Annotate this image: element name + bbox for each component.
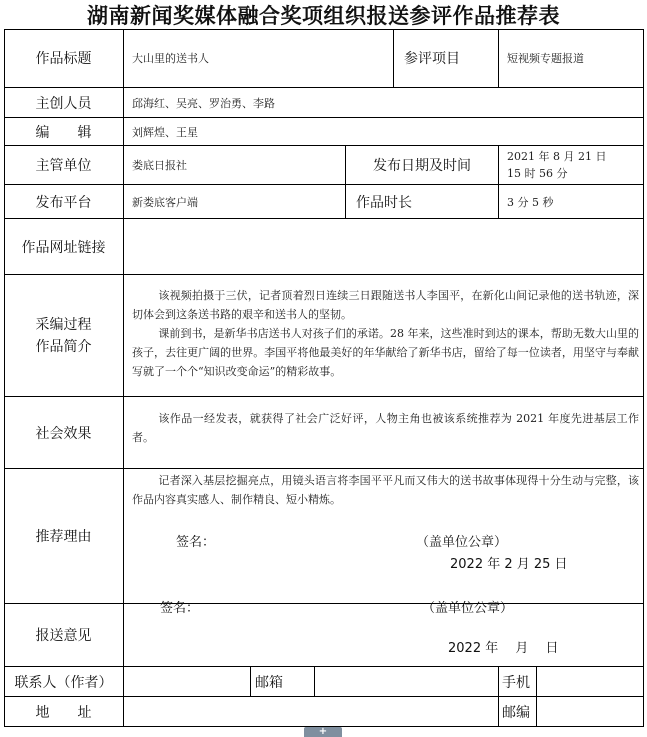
effect-paragraph: 该作品一经发表，就获得了社会广泛好评，人物主角也被该系统推荐为 2021 年度先进基层工作者。 xyxy=(132,412,639,444)
url-label: 作品网址链接 xyxy=(21,239,106,256)
phone-label: 手机 xyxy=(502,674,530,691)
category-label: 参评项目 xyxy=(404,51,460,67)
contact-value[interactable] xyxy=(124,667,250,696)
address-label: 地 址 xyxy=(35,704,92,721)
editors-label: 编 辑 xyxy=(35,124,92,141)
process-label-line-1: 采编过程 xyxy=(35,316,92,333)
editors-value[interactable]: 刘辉煌、王星 xyxy=(132,125,198,139)
process-paragraph-2: 课前到书，是新华书店送书人对孩子们的承诺。28 年来，这些准时到达的课本，帮助无数大山里的孩子，去往更广阔的世界。李国平将他最美好的年华献给了新华书店，留给了每一位读者，用坚守与奉献写就了一个个“知识改变命运”的精彩故事。 xyxy=(132,327,639,378)
process-label xyxy=(4,275,123,396)
date-value[interactable] xyxy=(499,146,643,184)
page-title: 湖南新闻奖媒体融合奖项组织报送参评作品推荐表 xyxy=(87,3,560,28)
reason-label: 推荐理由 xyxy=(35,529,92,545)
opinion-date: 2022 年 月 日 xyxy=(448,641,559,656)
add-sheet-button[interactable]: + xyxy=(304,727,342,737)
effect-label: 社会效果 xyxy=(35,425,92,442)
process-label-line-2: 作品简介 xyxy=(35,338,92,355)
unit-label: 主管单位 xyxy=(35,158,92,174)
unit-value[interactable]: 娄底日报社 xyxy=(132,159,187,172)
opinion-seal: （盖单位公章） xyxy=(422,601,514,616)
creators-value[interactable]: 邱海红、吴亮、罗治勇、李路 xyxy=(132,96,275,110)
date-line-2: 15 时 56 分 xyxy=(507,167,568,180)
work-title-label: 作品标题 xyxy=(35,51,92,67)
effect-text[interactable] xyxy=(124,397,643,468)
recommendation-table xyxy=(4,29,644,729)
opinion-area[interactable] xyxy=(124,604,643,666)
work-title-value[interactable]: 大山里的送书人 xyxy=(132,52,209,65)
platform-label: 发布平台 xyxy=(35,194,92,211)
reason-seal: （盖单位公章） xyxy=(416,535,508,550)
url-value[interactable] xyxy=(124,219,643,274)
duration-label: 作品时长 xyxy=(356,194,412,211)
opinion-label: 报送意见 xyxy=(35,628,92,644)
address-value[interactable] xyxy=(124,697,498,726)
phone-value[interactable] xyxy=(537,667,643,696)
reason-signature: 签名： xyxy=(176,535,216,550)
postcode-value[interactable] xyxy=(537,697,643,726)
email-label: 邮箱 xyxy=(255,674,283,691)
date-line-1: 2021 年 8 月 21 日 xyxy=(507,150,607,163)
date-label: 发布日期及时间 xyxy=(373,158,471,174)
email-value[interactable] xyxy=(315,667,498,696)
platform-value[interactable]: 新娄底客户端 xyxy=(132,195,198,209)
category-value[interactable]: 短视频专题报道 xyxy=(507,52,584,65)
postcode-label: 邮编 xyxy=(502,704,530,721)
creators-label: 主创人员 xyxy=(35,95,92,112)
opinion-signature: 签名： xyxy=(160,601,200,616)
process-text[interactable] xyxy=(124,275,643,396)
reason-paragraph: 记者深入基层挖掘亮点，用镜头语言将李国平平凡而又伟大的送书故事体现得十分生动与完整，该作品内容真实感人、制作精良、短小精炼。 xyxy=(132,474,639,506)
contact-label: 联系人（作者） xyxy=(14,674,113,691)
duration-value[interactable]: 3 分 5 秒 xyxy=(507,195,554,209)
process-paragraph-1: 该视频拍摄于三伏，记者顶着烈日连续三日跟随送书人李国平，在新化山间记录他的送书轨迹，深切体会到这条送书路的艰辛和送书人的坚韧。 xyxy=(132,289,639,321)
reason-date: 2022 年 2 月 25 日 xyxy=(450,557,568,572)
